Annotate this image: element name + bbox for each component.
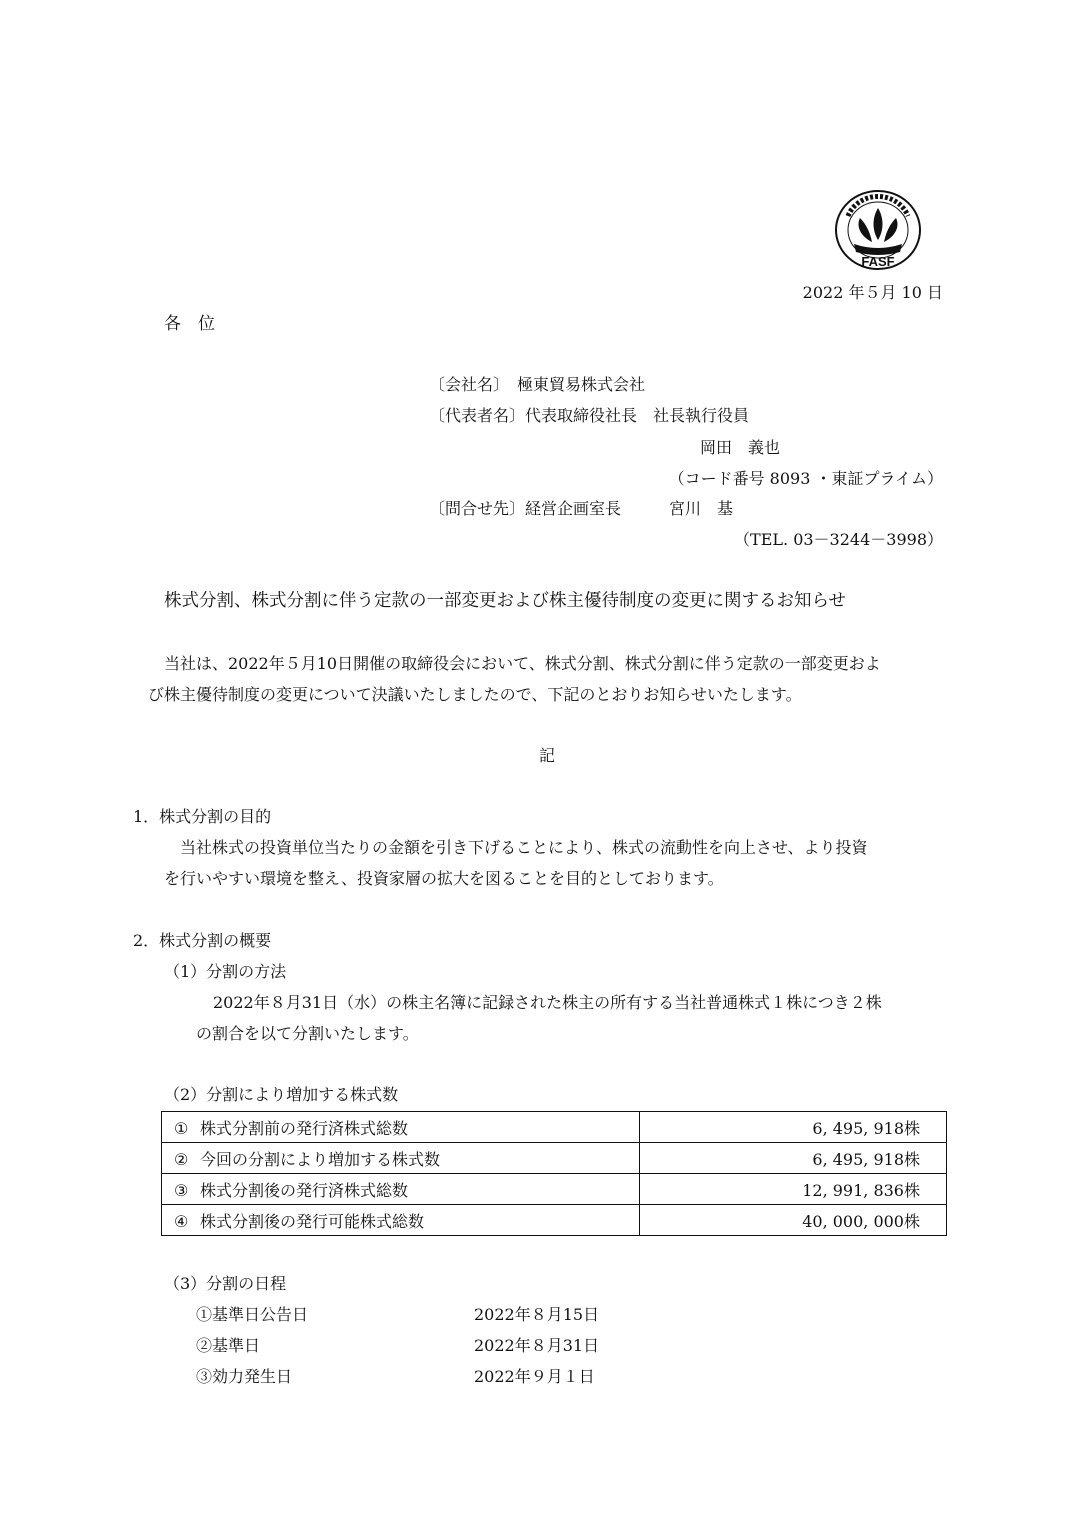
schedule-date-3: 2022年９月１日 <box>474 1367 595 1386</box>
company-name: 〔会社名〕 極東貿易株式会社 <box>429 375 646 394</box>
share-increase-table <box>161 1111 947 1236</box>
sub-2-heading: （2）分割により増加する株式数 <box>164 1085 399 1104</box>
row-label: ① 株式分割前の発行済株式総数 <box>162 1112 640 1143</box>
row-label: ③ 株式分割後の発行済株式総数 <box>162 1174 640 1205</box>
sub-3-heading: （3）分割の日程 <box>164 1274 287 1293</box>
row-label: ④ 株式分割後の発行可能株式総数 <box>162 1205 640 1236</box>
document-date: 2022 年５月 10 日 <box>802 283 943 302</box>
schedule-date-2: 2022年８月31日 <box>474 1336 600 1355</box>
svg-text:FASF: FASF <box>861 254 895 269</box>
fasf-logo <box>832 190 924 272</box>
contact-tel: （TEL. 03－3244－3998） <box>734 530 943 549</box>
table-row <box>162 1112 947 1143</box>
representative-name: 岡田 義也 <box>700 438 781 457</box>
section-2-heading: 2．株式分割の概要 <box>133 931 272 950</box>
stock-code: （コード番号 8093 ・東証プライム） <box>668 469 943 488</box>
intro-line-1: 当社は、2022年５月10日開催の取締役会において、株式分割、株式分割に伴う定款の一部変更およ <box>164 654 881 673</box>
row-label: ② 今回の分割により増加する株式数 <box>162 1143 640 1174</box>
intro-line-2: び株主優待制度の変更について決議いたしましたので、下記のとおりお知らせいたします。 <box>148 685 802 704</box>
table-row <box>162 1205 947 1236</box>
sub-1-line-2: の割合を以て分割いたします。 <box>196 1024 419 1043</box>
row-value: 12, 991, 836株 <box>640 1174 947 1205</box>
schedule-label-1: ①基準日公告日 <box>196 1305 309 1324</box>
document-title: 株式分割、株式分割に伴う定款の一部変更および株主優待制度の変更に関するお知らせ <box>164 591 846 611</box>
addressee: 各 位 <box>164 314 215 334</box>
table-row <box>162 1174 947 1205</box>
section-1-heading: 1．株式分割の目的 <box>133 807 272 826</box>
section-1-line-1: 当社株式の投資単位当たりの金額を引き下げることにより、株式の流動性を向上させ、より投資 <box>180 838 868 857</box>
representative-title: 〔代表者名〕代表取締役社長 社長執行役員 <box>429 406 750 425</box>
ki-marker: 記 <box>539 746 556 765</box>
sub-1-heading: （1）分割の方法 <box>164 962 287 981</box>
row-value: 40, 000, 000株 <box>640 1205 947 1236</box>
schedule-label-2: ②基準日 <box>196 1336 261 1355</box>
row-value: 6, 495, 918株 <box>640 1112 947 1143</box>
sub-1-line-1: 2022年８月31日（水）の株主名簿に記録された株主の所有する当社普通株式１株につき２株 <box>213 993 882 1012</box>
schedule-date-1: 2022年８月15日 <box>474 1305 600 1324</box>
row-value: 6, 495, 918株 <box>640 1143 947 1174</box>
section-1-line-2: を行いやすい環境を整え、投資家層の拡大を図ることを目的としております。 <box>164 869 724 888</box>
contact-person: 〔問合せ先〕経営企画室長 宮川 基 <box>429 499 734 518</box>
schedule-label-3: ③効力発生日 <box>196 1367 293 1386</box>
table-row <box>162 1143 947 1174</box>
